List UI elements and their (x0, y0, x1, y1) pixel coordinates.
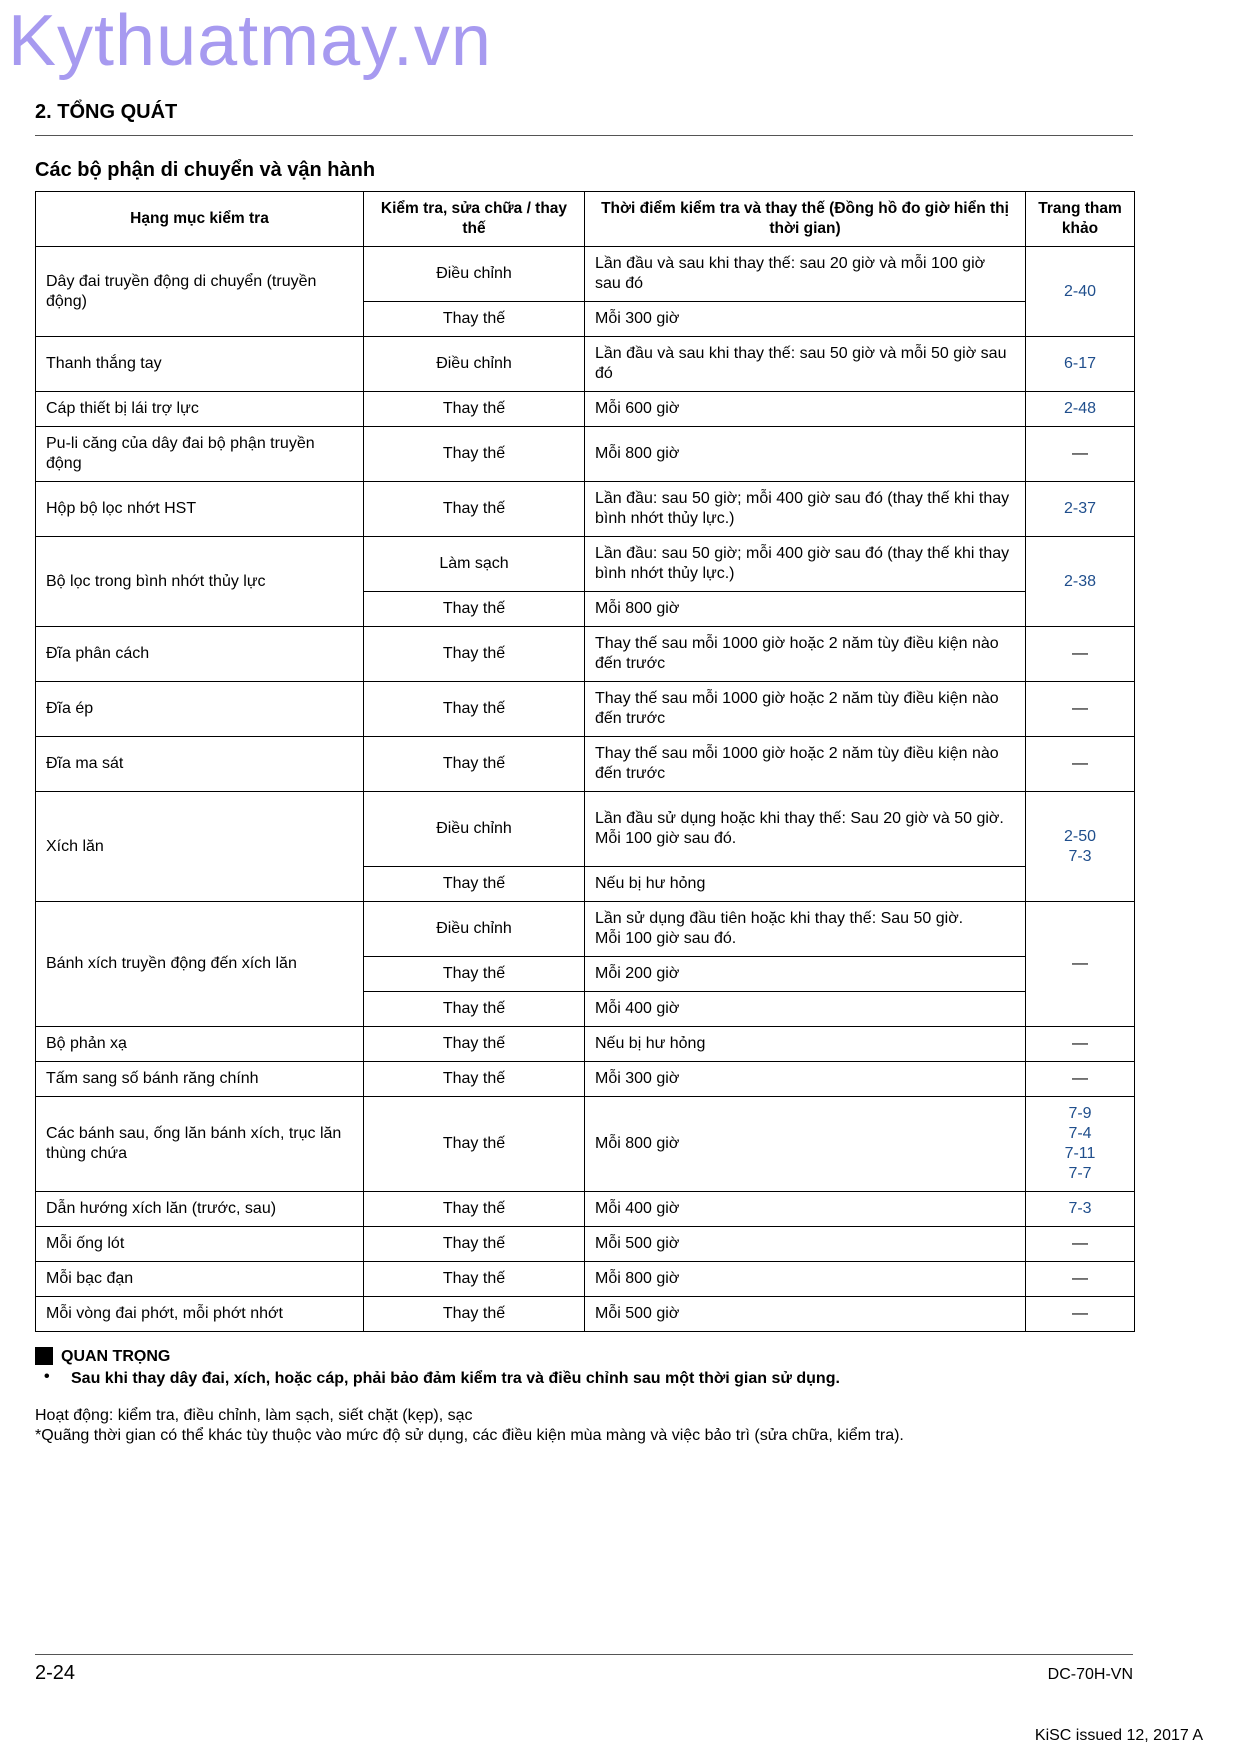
table-header-row (36, 192, 1135, 247)
header-ref: Trang tham khảo (1026, 192, 1135, 247)
item-cell: Pu-li căng của dây đai bộ phận truyền động (36, 427, 364, 482)
table-row (36, 1192, 1135, 1227)
ref-link[interactable]: 2-37 (1026, 482, 1135, 537)
action-cell: Thay thế (364, 737, 585, 792)
table-row (36, 1097, 1135, 1192)
action-cell: Thay thế (364, 1027, 585, 1062)
timing-cell: Lần đầu và sau khi thay thế: sau 20 giờ và mỗi 100 giờ sau đó (585, 247, 1026, 302)
ref-link[interactable]: 2-40 (1026, 247, 1135, 337)
item-cell: Cáp thiết bị lái trợ lực (36, 392, 364, 427)
table-row (36, 792, 1135, 867)
timing-cell: Mỗi 500 giờ (585, 1297, 1026, 1332)
ref-cell: — (1026, 1297, 1135, 1332)
action-cell: Thay thế (364, 627, 585, 682)
item-cell: Đĩa ép (36, 682, 364, 737)
activity-note: Hoạt động: kiểm tra, điều chỉnh, làm sạch, siết chặt (kẹp), sạc (35, 1407, 473, 1424)
action-cell: Thay thế (364, 992, 585, 1027)
action-cell: Thay thế (364, 1192, 585, 1227)
interval-note: *Quãng thời gian có thể khác tùy thuộc vào mức độ sử dụng, các điều kiện mùa màng và việc bảo trì (sửa chữa, kiểm tra). (35, 1427, 904, 1444)
timing-cell: Thay thế sau mỗi 1000 giờ hoặc 2 năm tùy điều kiện nào đến trước (585, 627, 1026, 682)
item-cell: Bánh xích truyền động đến xích lăn (36, 902, 364, 1027)
timing-cell: Lần đầu: sau 50 giờ; mỗi 400 giờ sau đó (thay thế khi thay bình nhớt thủy lực.) (585, 482, 1026, 537)
important-text: Sau khi thay dây đai, xích, hoặc cáp, phải bảo đảm kiểm tra và điều chỉnh sau một thời gian sử dụng. (71, 1370, 840, 1387)
table-row (36, 682, 1135, 737)
action-cell: Thay thế (364, 482, 585, 537)
table-row (36, 482, 1135, 537)
timing-line: Lần sử dụng đầu tiên hoặc khi thay thế: Sau 50 giờ. (595, 910, 964, 927)
action-cell: Thay thế (364, 302, 585, 337)
timing-cell: Mỗi 400 giờ (585, 1192, 1026, 1227)
timing-line: Lần đầu sử dụng hoặc khi thay thế: Sau 20 giờ và 50 giờ. (595, 810, 1004, 827)
ref-link[interactable]: 7-3 (1026, 1192, 1135, 1227)
ref-cell: — (1026, 737, 1135, 792)
table-row (36, 1227, 1135, 1262)
issued-label: KiSC issued 12, 2017 A (1034, 1727, 1203, 1744)
ref-link[interactable]: 7-7 (1068, 1165, 1092, 1182)
timing-cell: Thay thế sau mỗi 1000 giờ hoặc 2 năm tùy điều kiện nào đến trước (585, 737, 1026, 792)
action-cell: Thay thế (364, 1262, 585, 1297)
bullet-icon: • (44, 1368, 50, 1385)
ref-cell: — (1026, 1227, 1135, 1262)
action-cell: Điều chỉnh (364, 792, 585, 867)
timing-cell: Mỗi 800 giờ (585, 1097, 1026, 1192)
timing-cell: Thay thế sau mỗi 1000 giờ hoặc 2 năm tùy điều kiện nào đến trước (585, 682, 1026, 737)
timing-cell (585, 902, 1026, 957)
timing-cell (585, 792, 1026, 867)
item-cell: Mỗi bạc đạn (36, 1262, 364, 1297)
item-cell: Các bánh sau, ống lăn bánh xích, trục lăn thùng chứa (36, 1097, 364, 1192)
ref-cell: — (1026, 1027, 1135, 1062)
ref-link[interactable]: 2-48 (1026, 392, 1135, 427)
item-cell: Bộ lọc trong bình nhớt thủy lực (36, 537, 364, 627)
action-cell: Làm sạch (364, 537, 585, 592)
action-cell: Thay thế (364, 867, 585, 902)
header-action: Kiểm tra, sửa chữa / thay thế (364, 192, 585, 247)
ref-link[interactable]: 6-17 (1026, 337, 1135, 392)
action-cell: Thay thế (364, 957, 585, 992)
timing-cell: Mỗi 200 giờ (585, 957, 1026, 992)
ref-link[interactable]: 2-50 (1063, 827, 1097, 845)
ref-link[interactable]: 7-11 (1064, 1145, 1096, 1162)
header-rule (35, 135, 1133, 136)
ref-cell (1026, 1097, 1135, 1192)
table-row (36, 427, 1135, 482)
ref-cell: — (1026, 627, 1135, 682)
item-cell: Mỗi vòng đai phớt, mỗi phớt nhớt (36, 1297, 364, 1332)
table-row (36, 1262, 1135, 1297)
timing-cell: Mỗi 500 giờ (585, 1227, 1026, 1262)
item-cell: Thanh thắng tay (36, 337, 364, 392)
ref-link[interactable]: 7-9 (1068, 1105, 1092, 1122)
timing-cell: Lần đầu và sau khi thay thế: sau 50 giờ và mỗi 50 giờ sau đó (585, 337, 1026, 392)
table-row (36, 902, 1135, 957)
timing-cell: Mỗi 300 giờ (585, 1062, 1026, 1097)
timing-line: Mỗi 100 giờ sau đó. (595, 830, 737, 847)
table-row (36, 1297, 1135, 1332)
action-cell: Thay thế (364, 1097, 585, 1192)
ref-cell (1026, 792, 1135, 902)
timing-cell: Mỗi 300 giờ (585, 302, 1026, 337)
table-row (36, 247, 1135, 302)
item-cell: Dẫn hướng xích lăn (trước, sau) (36, 1192, 364, 1227)
item-cell: Mỗi ống lót (36, 1227, 364, 1262)
timing-cell: Mỗi 400 giờ (585, 992, 1026, 1027)
header-item: Hạng mục kiểm tra (36, 192, 364, 247)
ref-cell: — (1026, 682, 1135, 737)
document-code: DC-70H-VN (1047, 1666, 1133, 1683)
page-subtitle: Các bộ phận di chuyển và vận hành (35, 159, 376, 181)
item-cell: Đĩa ma sát (36, 737, 364, 792)
ref-link[interactable]: 2-38 (1026, 537, 1135, 627)
action-cell: Thay thế (364, 1062, 585, 1097)
item-cell: Đĩa phân cách (36, 627, 364, 682)
timing-cell: Lần đầu: sau 50 giờ; mỗi 400 giờ sau đó (thay thế khi thay bình nhớt thủy lực.) (585, 537, 1026, 592)
table-row (36, 337, 1135, 392)
action-cell: Thay thế (364, 1227, 585, 1262)
header-timing: Thời điểm kiểm tra và thay thế (Đồng hồ đo giờ hiển thị thời gian) (585, 192, 1026, 247)
table-row (36, 737, 1135, 792)
maintenance-table (35, 191, 1135, 1332)
item-cell: Dây đai truyền động di chuyển (truyền động) (36, 247, 364, 337)
section-title: 2. TỔNG QUÁT (35, 101, 178, 123)
item-cell: Bộ phản xạ (36, 1027, 364, 1062)
timing-cell: Mỗi 800 giờ (585, 427, 1026, 482)
timing-cell: Nếu bị hư hỏng (585, 1027, 1026, 1062)
timing-cell: Mỗi 600 giờ (585, 392, 1026, 427)
table-row (36, 1062, 1135, 1097)
action-cell: Thay thế (364, 682, 585, 737)
timing-cell: Nếu bị hư hỏng (585, 867, 1026, 902)
item-cell: Tấm sang số bánh răng chính (36, 1062, 364, 1097)
timing-line: Mỗi 100 giờ sau đó. (595, 930, 737, 947)
action-cell: Thay thế (364, 427, 585, 482)
item-cell: Xích lăn (36, 792, 364, 902)
watermark: Kythuatmay.vn (8, 1, 492, 81)
footer-rule (35, 1654, 1133, 1655)
page-number: 2-24 (35, 1662, 76, 1684)
important-title: QUAN TRỌNG (61, 1348, 171, 1365)
timing-cell: Mỗi 800 giờ (585, 592, 1026, 627)
ref-cell: — (1026, 1262, 1135, 1297)
action-cell: Thay thế (364, 592, 585, 627)
ref-cell: — (1026, 902, 1135, 1027)
table-row (36, 1027, 1135, 1062)
timing-cell: Mỗi 800 giờ (585, 1262, 1026, 1297)
table-row (36, 627, 1135, 682)
action-cell: Thay thế (364, 1297, 585, 1332)
action-cell: Điều chỉnh (364, 337, 585, 392)
table-row (36, 537, 1135, 592)
ref-link[interactable]: 7-4 (1068, 1125, 1092, 1142)
ref-link[interactable]: 7-3 (1068, 847, 1092, 865)
important-square-icon (35, 1347, 53, 1365)
table-row (36, 392, 1135, 427)
action-cell: Điều chỉnh (364, 247, 585, 302)
action-cell: Điều chỉnh (364, 902, 585, 957)
item-cell: Hộp bộ lọc nhớt HST (36, 482, 364, 537)
ref-cell: — (1026, 427, 1135, 482)
ref-cell: — (1026, 1062, 1135, 1097)
action-cell: Thay thế (364, 392, 585, 427)
